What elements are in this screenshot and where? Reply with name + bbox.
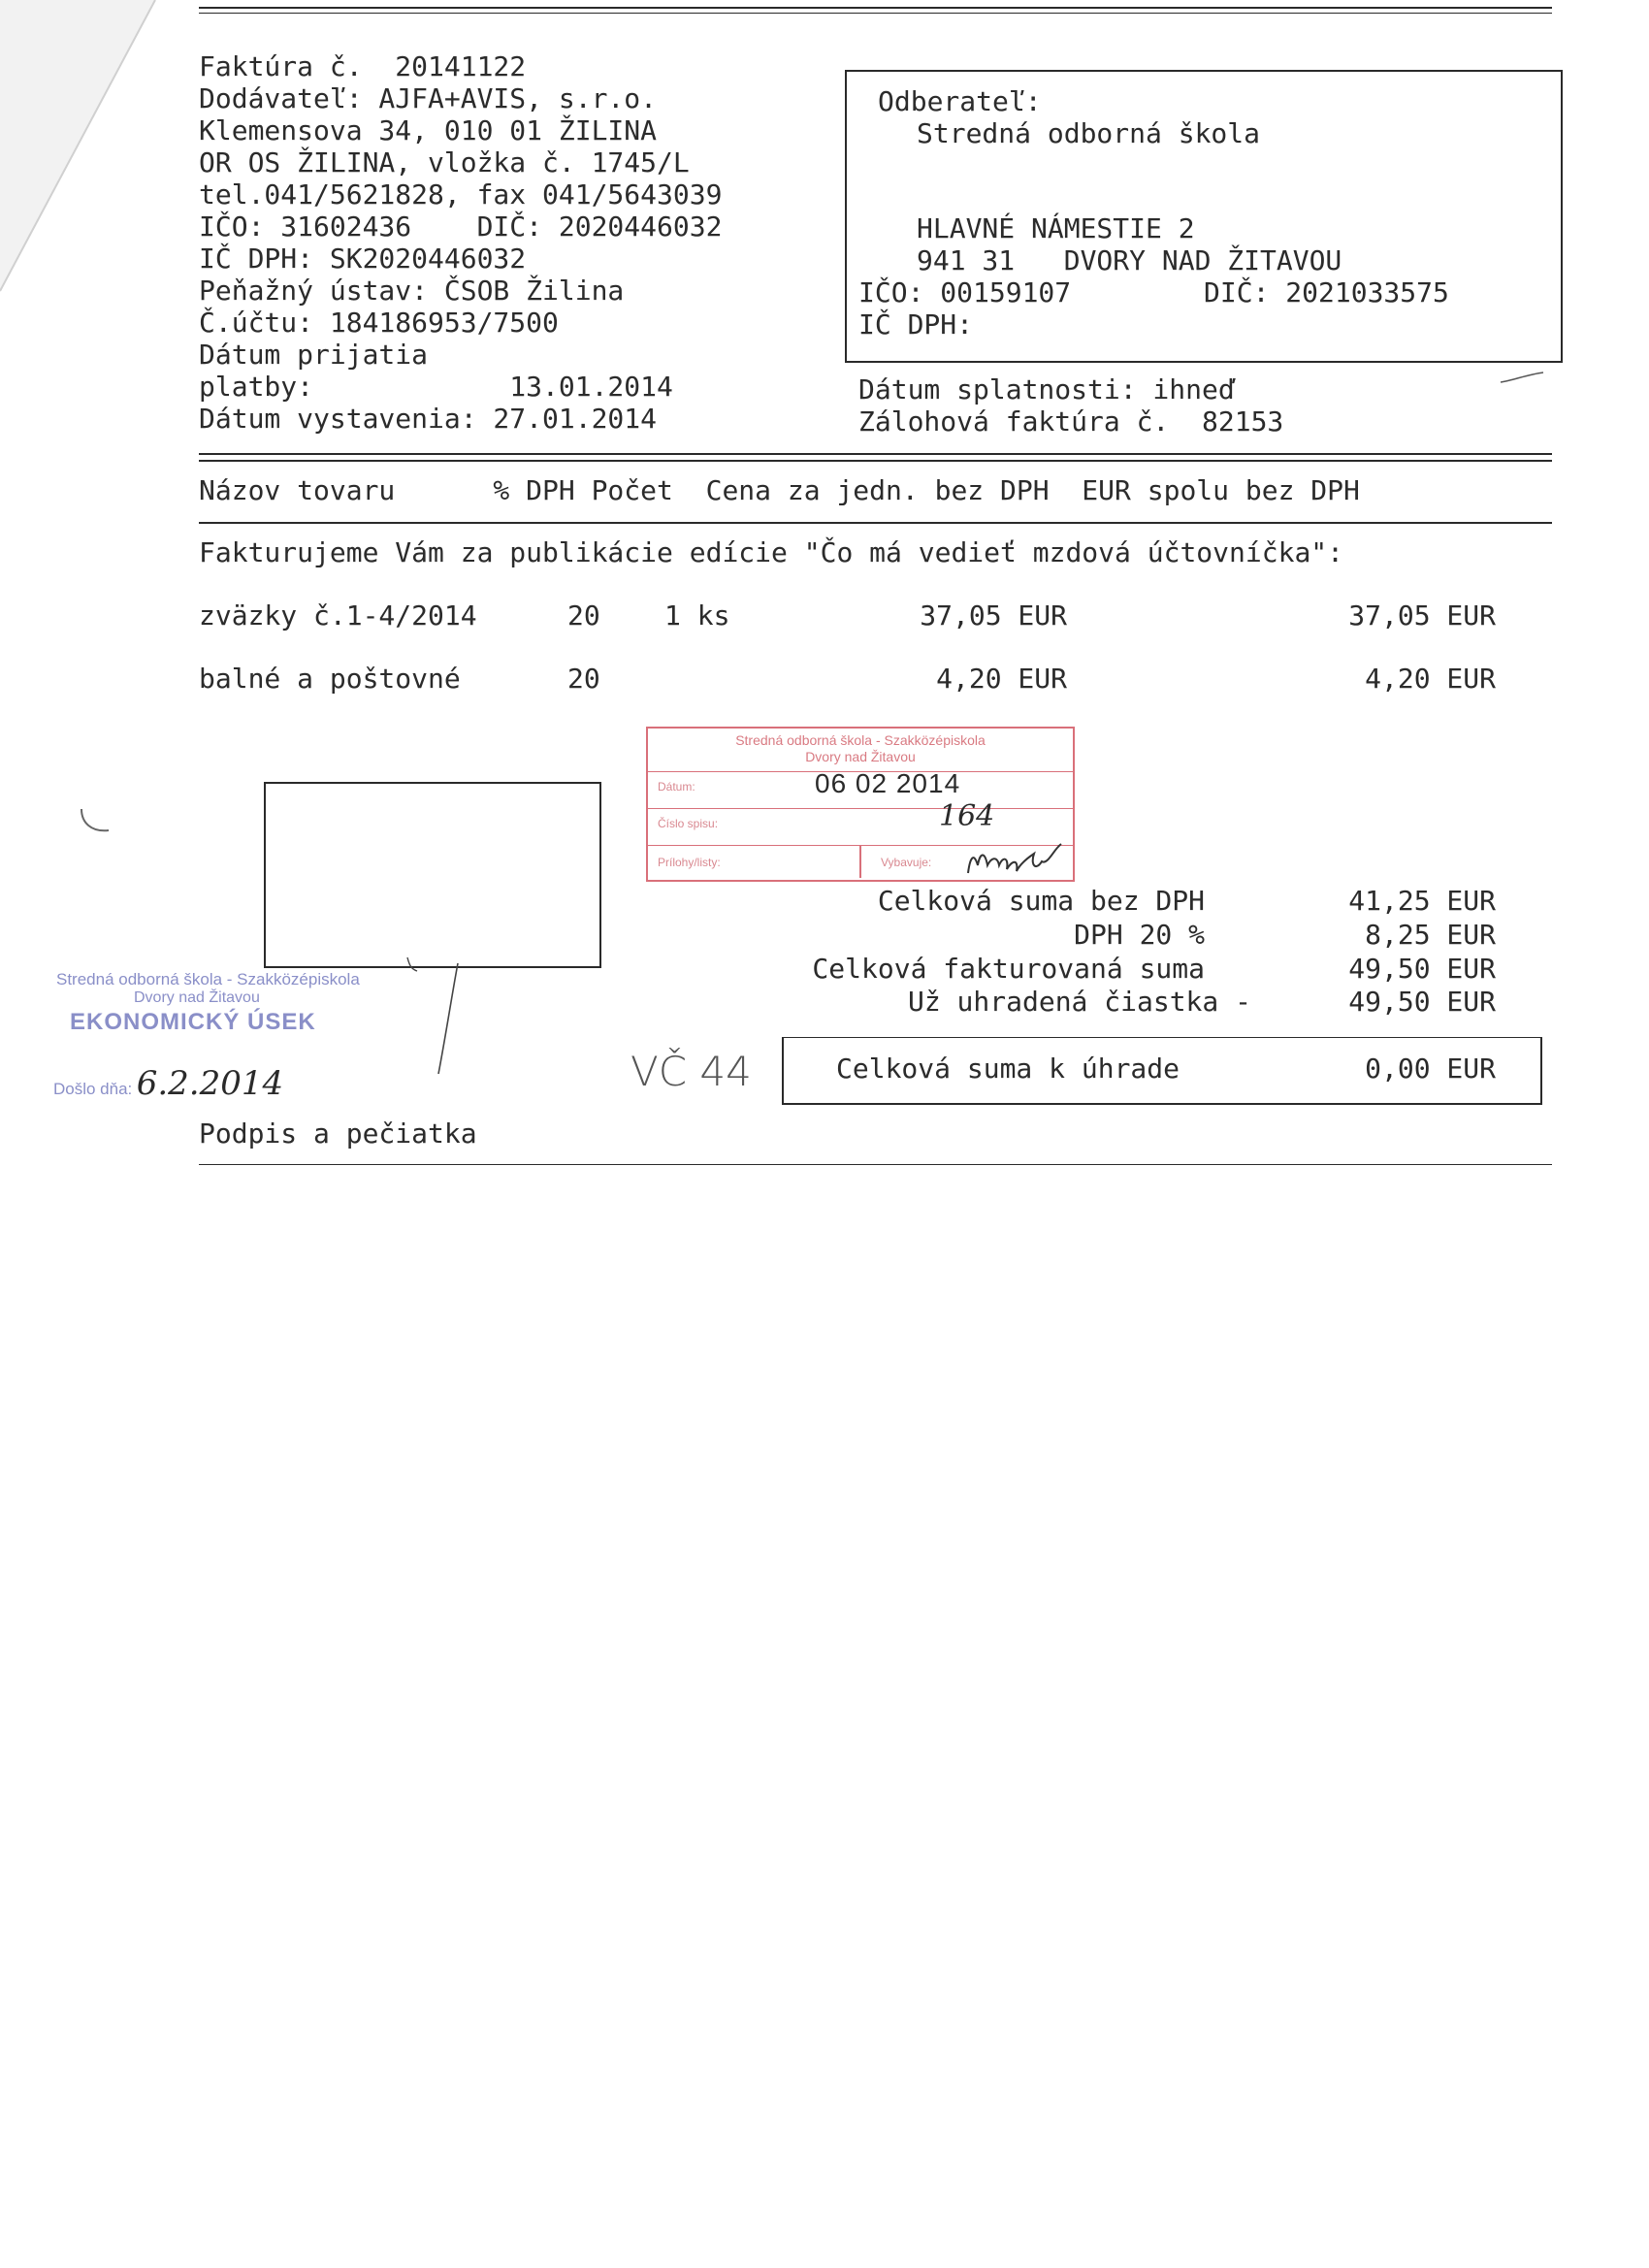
total-label: DPH 20 % (1074, 919, 1205, 951)
header-rule-1 (199, 453, 1552, 455)
payment-date: platby: 13.01.2014 (199, 371, 673, 403)
final-amount-value: 0,00 EUR (1365, 1053, 1496, 1085)
issue-date: Dátum vystavenia: 27.01.2014 (199, 403, 658, 435)
item-name: balné a poštovné (199, 663, 461, 695)
final-amount-label: Celková suma k úhrade (836, 1053, 1180, 1085)
item-qty: 1 ks (664, 599, 730, 632)
customer-street: HLAVNÉ NÁMESTIE 2 (917, 212, 1195, 244)
supplier-phone: tel.041/5621828, fax 041/5643039 (199, 178, 723, 211)
supplier-icdph: IČ DPH: SK2020446032 (199, 243, 527, 275)
customer-dic: DIČ: 2021033575 (1204, 276, 1449, 308)
advance-invoice: Zálohová faktúra č. 82153 (858, 405, 1284, 437)
item-total: 4,20 EUR (1365, 663, 1496, 695)
item-total: 37,05 EUR (1348, 599, 1496, 632)
header-rule-2 (199, 460, 1552, 462)
page-corner-fold (0, 0, 194, 301)
pen-stroke (1499, 369, 1547, 388)
customer-icdph: IČ DPH: (858, 308, 974, 340)
final-box-top (782, 1037, 1542, 1038)
invoice-number: Faktúra č. 20141122 (199, 50, 527, 82)
registry-date-value: 06 02 2014 (815, 768, 961, 798)
table-header: Názov tovaru % DPH Počet Cena za jedn. bez DPH EUR spolu bez DPH (199, 474, 1360, 506)
item-dph: 20 (567, 599, 600, 632)
item-name: zväzky č.1-4/2014 (199, 599, 477, 632)
registry-handler-label: Vybavuje: (881, 856, 932, 869)
supplier-name: Dodávateľ: AJFA+AVIS, s.r.o. (199, 82, 658, 114)
due-date: Dátum splatnosti: ihneď (858, 373, 1235, 405)
registry-file-value: 164 (939, 799, 995, 833)
customer-ico: IČO: 00159107 (858, 276, 1072, 308)
registry-date-row (648, 768, 1073, 801)
supplier-ico: IČO: 31602436 DIČ: 2020446032 (199, 211, 723, 243)
registry-date-label: Dátum: (658, 780, 695, 794)
customer-label: Odberateľ: (878, 85, 1042, 117)
item-dph: 20 (567, 663, 600, 695)
supplier-address: Klemensova 34, 010 01 ŽILINA (199, 114, 658, 146)
supplier-block (199, 50, 722, 435)
received-date-label: Došlo dňa: (53, 1080, 133, 1098)
item-unit-price: 37,05 EUR (920, 599, 1067, 632)
department-stamp-line3: EKONOMICKÝ ÚSEK (70, 1009, 316, 1035)
registry-attach-label: Prílohy/listy: (658, 856, 721, 869)
header-rule-3 (199, 522, 1552, 524)
registry-stamp-line1: Stredná odborná škola - Szakközépiskola (735, 732, 986, 748)
department-stamp (56, 970, 405, 1038)
total-value: 41,25 EUR (1348, 885, 1496, 917)
department-stamp-line2: Dvory nad Žitavou (134, 989, 260, 1006)
received-date (53, 1064, 283, 1103)
customer-city: 941 31 DVORY NAD ŽITAVOU (917, 244, 1342, 276)
signature-label: Podpis a pečiatka (199, 1118, 477, 1150)
punch-mark (76, 805, 114, 844)
handler-signature (960, 836, 1077, 883)
department-stamp-line1: Stredná odborná škola - Szakközépiskola (56, 970, 360, 988)
registry-divider (859, 845, 861, 878)
supplier-register: OR OS ŽILINA, vložka č. 1745/L (199, 146, 690, 178)
bottom-rule (199, 1164, 1552, 1165)
registry-stamp-line2: Dvory nad Žitavou (805, 749, 916, 764)
payment-date-label: Dátum prijatia (199, 339, 429, 371)
top-rule (199, 7, 1552, 9)
total-label: Už uhradená čiastka - (907, 986, 1251, 1018)
table-intro: Fakturujeme Vám za publikácie edície "Čo má vedieť mzdová účtovníčka": (199, 536, 1344, 568)
total-value: 49,50 EUR (1348, 986, 1496, 1018)
pen-line (398, 956, 475, 1082)
registry-file-label: Číslo spisu: (658, 817, 719, 830)
supplier-account: Č.účtu: 184186953/7500 (199, 307, 559, 339)
registry-file-row (648, 799, 1073, 838)
total-value: 8,25 EUR (1365, 919, 1496, 951)
signature-box (264, 782, 601, 968)
total-value: 49,50 EUR (1348, 953, 1496, 985)
item-unit-price: 4,20 EUR (936, 663, 1067, 695)
handwritten-note: VČ 44 (630, 1048, 752, 1095)
top-rule-thin (199, 13, 1552, 14)
total-label: Celková fakturovaná suma (812, 953, 1205, 985)
customer-name: Stredná odborná škola (917, 117, 1261, 149)
supplier-bank: Peňažný ústav: ČSOB Žilina (199, 275, 625, 307)
received-date-value: 6.2.2014 (136, 1064, 284, 1103)
total-label: Celková suma bez DPH (877, 885, 1205, 917)
